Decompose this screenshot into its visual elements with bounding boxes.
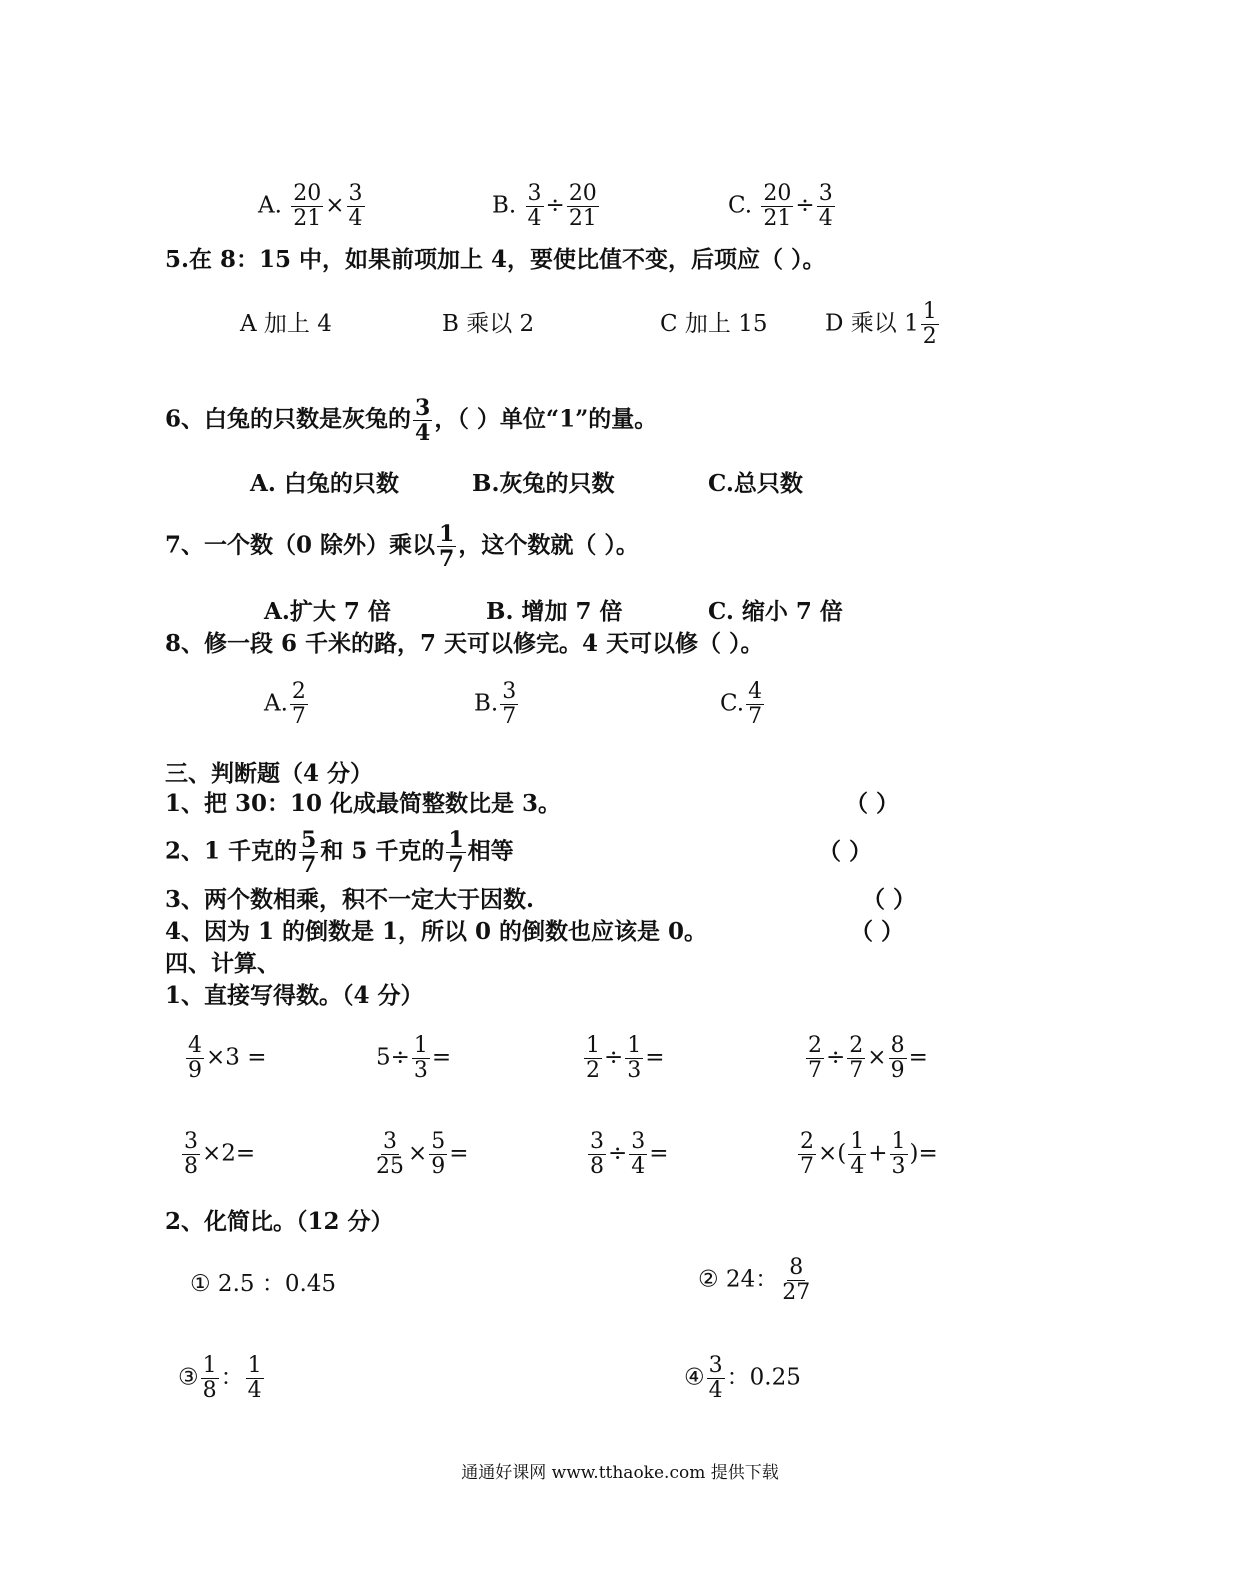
simplify-2: ② 24： $\frac{8}{27}$	[698, 1255, 811, 1305]
calc-r2-e1: $\frac{3}{8}$ ×2=	[184, 1129, 256, 1179]
calc-r2-e2: $\frac{3}{25}$ × $\frac{5}{9}$ =	[376, 1129, 469, 1179]
fraction: $\frac{1}{7}$	[439, 521, 455, 572]
fraction: $\frac{4}{9}$	[188, 1033, 202, 1083]
section4-sub1: 1、直接写得数。（4 分）	[165, 982, 424, 1009]
calc-r1-e4: $\frac{2}{7}$ ÷ $\frac{2}{7}$ × $\frac{8}{9}$ =	[808, 1033, 928, 1083]
fraction: $\frac{1}{8}$	[202, 1353, 217, 1403]
judge-4-bracket: （ ）	[850, 918, 905, 945]
fraction: $\frac{5}{7}$	[301, 827, 317, 878]
fraction: $\frac{2}{7}$	[291, 679, 306, 729]
judge-2: 2、1 千克的 $\frac{5}{7}$ 和 5 千克的 $\frac{1}{7}$ 相等	[165, 827, 514, 878]
q6-option-c: C.总只数	[708, 470, 803, 497]
fraction: $\frac{1}{2}$	[922, 299, 937, 349]
section4-title: 四、计算、	[165, 950, 280, 977]
page-footer: 通通好课网 www.tthaoke.com 提供下载	[461, 1463, 779, 1483]
calc-r1-e3: $\frac{1}{2}$ ÷ $\frac{1}{3}$ =	[586, 1033, 665, 1083]
q6-option-a: A. 白兔的只数	[250, 470, 399, 497]
q7-option-b: B. 增加 7 倍	[486, 598, 623, 625]
fraction: $\frac{3}{8}$	[590, 1129, 604, 1179]
calc-r2-e3: $\frac{3}{8}$ ÷ $\frac{3}{4}$ =	[590, 1129, 669, 1179]
calc-r2-e4: $\frac{2}{7}$ ×( $\frac{1}{4}$ + $\frac{1}{3}$ )=	[800, 1129, 938, 1179]
q5-option-c: C 加上 15	[660, 311, 768, 337]
q5-option-a: A 加上 4	[240, 311, 332, 337]
fraction: $\frac{1}{7}$	[448, 827, 464, 878]
calc-r1-e1: $\frac{4}{9}$ ×3 =	[188, 1033, 267, 1083]
fraction: $\frac{4}{7}$	[748, 679, 763, 729]
q5-text: 5.在 8：15 中，如果前项加上 4，要使比值不变，后项应（ ）。	[165, 246, 826, 273]
calc-r1-e2: 5÷ $\frac{1}{3}$ =	[376, 1033, 452, 1083]
fraction: $\frac{1}{4}$	[247, 1353, 262, 1403]
judge-4: 4、因为 1 的倒数是 1，所以 0 的倒数也应该是 0。	[165, 918, 708, 945]
fraction: $\frac{3}{4}$	[415, 395, 431, 446]
fraction: $\frac{3}{4}$	[527, 181, 542, 231]
fraction: $\frac{3}{4}$	[348, 181, 363, 231]
simplify-4: ④ $\frac{3}{4}$ ：0.25	[684, 1353, 801, 1403]
fraction: $\frac{3}{7}$	[502, 679, 517, 729]
q4-option-c: C. $\frac{20}{21}$ ÷ $\frac{3}{4}$	[728, 181, 833, 231]
judge-1: 1、把 30：10 化成最简整数比是 3。	[165, 790, 562, 817]
fraction: $\frac{5}{9}$	[431, 1129, 446, 1179]
fraction: $\frac{1}{3}$	[413, 1033, 428, 1083]
q4-option-b: B. $\frac{3}{4}$ ÷ $\frac{20}{21}$	[492, 181, 597, 231]
fraction: $\frac{3}{8}$	[184, 1129, 198, 1179]
q8-option-a: A. $\frac{2}{7}$	[264, 679, 306, 729]
fraction: $\frac{20}{21}$	[568, 181, 597, 231]
fraction: $\frac{1}{3}$	[891, 1129, 906, 1179]
fraction: $\frac{8}{9}$	[890, 1033, 905, 1083]
section4-sub2: 2、化简比。（12 分）	[165, 1208, 394, 1235]
fraction: $\frac{1}{4}$	[850, 1129, 865, 1179]
q8-option-b: B. $\frac{3}{7}$	[474, 679, 517, 729]
simplify-1: ① 2.5 ：0.45	[190, 1271, 337, 1297]
q7-option-a: A.扩大 7 倍	[264, 598, 391, 625]
judge-2-bracket: （ ）	[818, 838, 873, 865]
fraction: $\frac{3}{4}$	[818, 181, 833, 231]
q8-text: 8、修一段 6 千米的路，7 天可以修完。4 天可以修（ ）。	[165, 630, 764, 657]
fraction: $\frac{3}{4}$	[631, 1129, 646, 1179]
fraction: $\frac{3}{25}$	[376, 1129, 404, 1179]
fraction: $\frac{20}{21}$	[293, 181, 322, 231]
judge-3-bracket: （ ）	[862, 886, 917, 913]
fraction: $\frac{2}{7}$	[849, 1033, 864, 1083]
fraction: $\frac{8}{27}$	[782, 1255, 811, 1305]
q8-option-c: C. $\frac{4}{7}$	[720, 679, 763, 729]
fraction: $\frac{3}{4}$	[708, 1353, 723, 1403]
judge-3: 3、两个数相乘，积不一定大于因数.	[165, 886, 535, 913]
fraction: $\frac{2}{7}$	[800, 1129, 814, 1179]
judge-1-bracket: （ ）	[845, 790, 900, 817]
fraction: $\frac{1}{2}$	[586, 1033, 600, 1083]
q7-text: 7、一个数（0 除外）乘以 $\frac{1}{7}$ ，这个数就（ ）。	[165, 521, 639, 572]
q6-option-b: B.灰兔的只数	[472, 470, 615, 497]
simplify-3: ③ $\frac{1}{8}$ ： $\frac{1}{4}$	[178, 1353, 262, 1403]
q7-option-c: C. 缩小 7 倍	[708, 598, 843, 625]
q6-text: 6、白兔的只数是灰兔的 $\frac{3}{4}$ ，（ ）单位“1”的量。	[165, 395, 658, 446]
q5-option-d: D 乘以 1 $\frac{1}{2}$	[825, 299, 937, 349]
q5-option-b: B 乘以 2	[442, 311, 535, 337]
q4-option-a: A. $\frac{20}{21}$ × $\frac{3}{4}$	[258, 181, 363, 231]
section3-title: 三、判断题（4 分）	[165, 760, 374, 787]
fraction: $\frac{1}{3}$	[627, 1033, 642, 1083]
fraction: $\frac{20}{21}$	[763, 181, 792, 231]
fraction: $\frac{2}{7}$	[808, 1033, 822, 1083]
